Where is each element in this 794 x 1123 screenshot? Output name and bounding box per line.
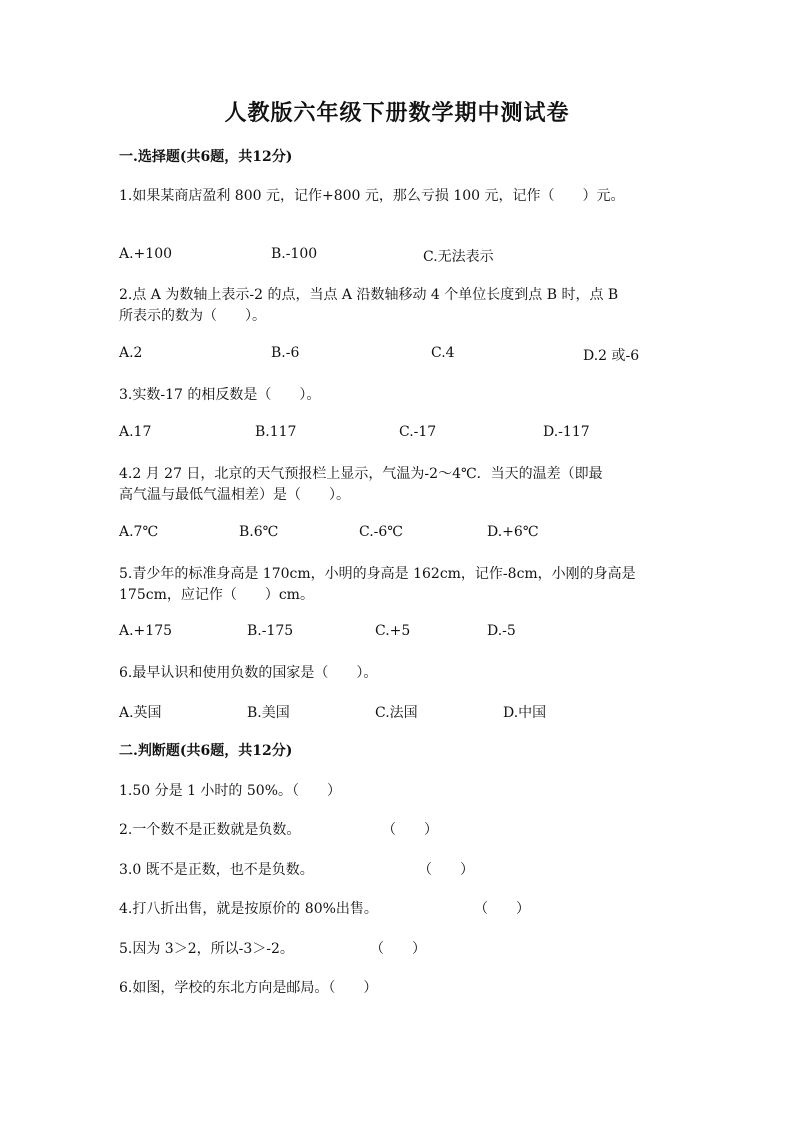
judgment-5-blank[interactable]: （ ） (370, 941, 426, 957)
question-4-line2: 高气温与最低气温相差）是（ ）。 (119, 487, 350, 503)
question-2-line2: 所表示的数为（ ）。 (119, 308, 266, 324)
q1-option-a[interactable]: A.+100 (119, 246, 173, 262)
judgment-6: 6.如图，学校的东北方向是邮局。（ ） (119, 980, 378, 996)
q3-option-a[interactable]: A.17 (119, 424, 152, 440)
judgment-4: 4.打八折出售，就是按原价的 80%出售。 (119, 901, 378, 917)
q5-option-b[interactable]: B.-175 (247, 623, 294, 639)
q2-option-c[interactable]: C.4 (431, 345, 455, 361)
q5-option-a[interactable]: A.+175 (119, 623, 173, 639)
judgment-3-blank[interactable]: （ ） (418, 862, 474, 878)
judgment-3: 3.0 既不是正数，也不是负数。 (119, 862, 314, 878)
q3-option-b[interactable]: B.117 (255, 424, 297, 440)
judgment-5: 5.因为 3＞2，所以-3＞-2。 (119, 941, 294, 957)
q4-option-d[interactable]: D.+6℃ (487, 524, 539, 540)
q6-option-c[interactable]: C.法国 (375, 705, 418, 721)
q5-option-d[interactable]: D.-5 (487, 623, 516, 639)
question-5-line1: 5.青少年的标准身高是 170cm，小明的身高是 162cm，记作-8cm，小刚的身高是 (119, 566, 636, 582)
q3-option-d[interactable]: D.-117 (543, 424, 590, 440)
q1-option-c[interactable]: C.无法表示 (423, 249, 494, 265)
section-heading-choice: 一.选择题(共6题，共12分) (119, 149, 293, 165)
judgment-1: 1.50 分是 1 小时的 50%。（ ） (119, 783, 341, 799)
question-3: 3.实数-17 的相反数是（ ）。 (119, 387, 321, 403)
question-1: 1.如果某商店盈利 800 元，记作+800 元，那么亏损 100 元，记作（ ）元。 (119, 188, 625, 204)
judgment-2-blank[interactable]: （ ） (382, 822, 438, 838)
q2-option-a[interactable]: A.2 (119, 345, 143, 361)
q4-option-c[interactable]: C.-6℃ (359, 524, 403, 540)
q3-option-c[interactable]: C.-17 (399, 424, 437, 440)
question-4-line1: 4.2 月 27 日，北京的天气预报栏上显示，气温为-2～4℃．当天的温差（即最 (119, 466, 603, 482)
q4-option-a[interactable]: A.7℃ (119, 524, 159, 540)
question-2-line1: 2.点 A 为数轴上表示-2 的点，当点 A 沿数轴移动 4 个单位长度到点 B 时，点 B (119, 287, 619, 303)
q5-option-c[interactable]: C.+5 (375, 623, 411, 639)
q4-option-b[interactable]: B.6℃ (239, 524, 279, 540)
section-heading-judgment: 二.判断题(共6题，共12分) (119, 743, 293, 759)
question-5-line2: 175cm，应记作（ ）cm。 (119, 587, 314, 603)
q6-option-a[interactable]: A.英国 (119, 705, 162, 721)
judgment-4-blank[interactable]: （ ） (474, 901, 530, 917)
q2-option-b[interactable]: B.-6 (271, 345, 300, 361)
question-6: 6.最早认识和使用负数的国家是（ ）。 (119, 665, 378, 681)
page-title: 人教版六年级下册数学期中测试卷 (224, 100, 570, 126)
q2-option-d[interactable]: D.2 或-6 (583, 348, 640, 364)
q1-option-b[interactable]: B.-100 (271, 246, 318, 262)
judgment-2: 2.一个数不是正数就是负数。 (119, 822, 301, 838)
q6-option-b[interactable]: B.美国 (247, 705, 290, 721)
q6-option-d[interactable]: D.中国 (503, 705, 547, 721)
